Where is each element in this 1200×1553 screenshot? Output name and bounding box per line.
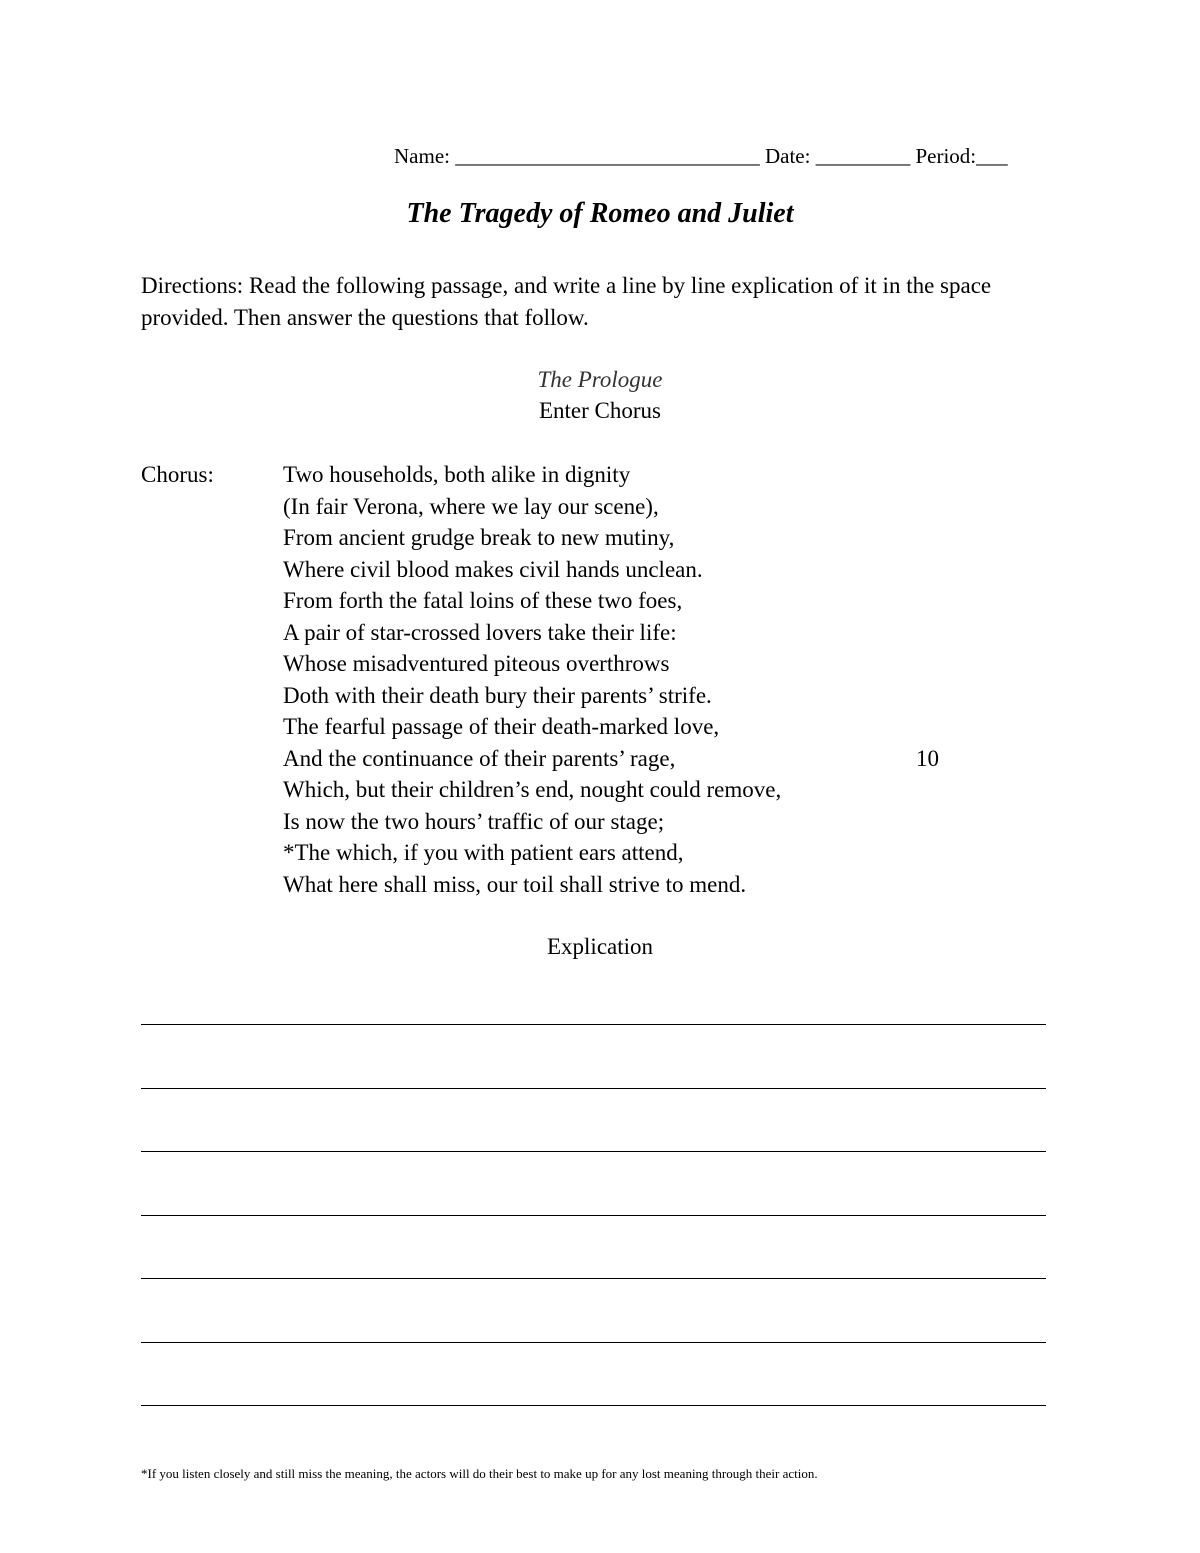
- answer-line[interactable]: [141, 1342, 1046, 1343]
- answer-line[interactable]: [141, 1088, 1046, 1089]
- poem-line: (In fair Verona, where we lay our scene),: [283, 493, 659, 519]
- line-number: 10: [916, 745, 939, 771]
- answer-line[interactable]: [141, 1151, 1046, 1152]
- explication-heading: Explication: [546, 934, 654, 959]
- prologue-poem: [283, 459, 983, 900]
- answer-line[interactable]: [141, 1278, 1046, 1279]
- poem-line: Which, but their children’s end, nought could remove,: [283, 777, 782, 802]
- poem-line: From forth the fatal loins of these two foes,: [283, 588, 683, 613]
- answer-line[interactable]: [141, 1024, 1046, 1025]
- page-title: The Tragedy of Romeo and Juliet: [406, 198, 794, 229]
- poem-line: From ancient grudge break to new mutiny,: [283, 525, 675, 550]
- prologue-title: The Prologue: [537, 367, 663, 392]
- poem-line: What here shall miss, our toil shall strive to mend.: [283, 871, 747, 897]
- poem-line: The fearful passage of their death-marked love,: [283, 714, 720, 739]
- poem-line: Two households, both alike in dignity: [283, 462, 631, 487]
- student-info-header[interactable]: Name: _____________________________ Date: _________ Period:___: [394, 144, 1008, 168]
- answer-area[interactable]: [141, 1024, 1046, 1469]
- footnote: *If you listen closely and still miss the meaning, the actors will do their best to make up for any lost meaning through their action.: [141, 1466, 818, 1481]
- stage-direction: Enter Chorus: [538, 398, 661, 423]
- poem-line: And the continuance of their parents’ rage, 10: [283, 743, 983, 775]
- answer-line[interactable]: [141, 1215, 1046, 1216]
- poem-line: A pair of star-crossed lovers take their life:: [283, 619, 677, 645]
- poem-line: Is now the two hours’ traffic of our stage;: [283, 808, 665, 834]
- poem-line: Where civil blood makes civil hands unclean.: [283, 556, 703, 582]
- poem-line: Whose misadventured piteous overthrows: [283, 651, 670, 676]
- speaker-label: Chorus:: [141, 462, 214, 487]
- poem-line: *The which, if you with patient ears attend,: [283, 840, 684, 865]
- directions-text: Directions: Read the following passage, and write a line by line explication of it in the space provided. Then answer the questions that follow.: [141, 273, 992, 330]
- poem-line: Doth with their death bury their parents’ strife.: [283, 682, 712, 708]
- answer-line[interactable]: [141, 1405, 1046, 1406]
